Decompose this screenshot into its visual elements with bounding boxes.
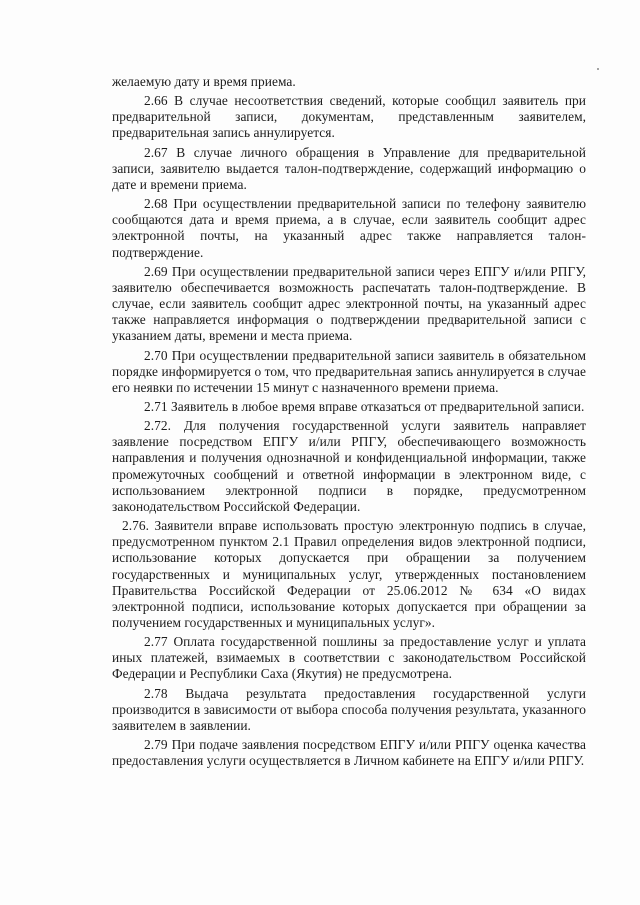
paragraph-2-76: 2.76. Заявители вправе использовать простую электронную подпись в случае, предусмотренном пунктом 2.1 Правил определения видов электронной подписи, использование которых допускается при обращении за получением государственных и муниципальных услуг, утвержденных постановлением Правительства Российской Федерации от 25.06.2012 № 634 «О видах электронной подписи, использование которых допускается при обращении за получением государственных и муниципальных услуг». [112, 518, 586, 630]
paragraph-continuation: желаемую дату и время приема. [112, 74, 296, 89]
paragraph-2-67: 2.67 В случае личного обращения в Управление для предварительной записи, заявителю выдается талон-подтверждение, содержащий информацию о дате и времени приема. [112, 144, 586, 192]
paragraph-2-69: 2.69 При осуществлении предварительной записи через ЕПГУ и/или РПГУ, заявителю обеспечивается возможность распечатать талон-подтверждение. В случае, если заявитель сообщит адрес электронной почты, на указанный адрес также направляется информация о подтверждении предварительной записи с указанием даты, времени и места приема. [112, 263, 586, 344]
paragraph-2-72: 2.72. Для получения государственной услуги заявитель направляет заявление посредством ЕПГУ и/или РПГУ, обеспечивающего возможность направления и получения однозначной и конфиденциальной информации, также промежуточных сообщений и ответной информации в электронном виде, с использованием электронной подписи в порядке, предусмотренном законодательством Российской Федерации. [112, 418, 586, 514]
scan-speck [597, 68, 599, 70]
paragraph-2-79: 2.79 При подаче заявления посредством ЕПГУ и/или РПГУ оценка качества предоставления услуги осуществляется в Личном кабинете на ЕПГУ и/или РПГУ. [112, 737, 586, 769]
paragraph-2-78: 2.78 Выдача результата предоставления государственной услуги производится в зависимости от выбора способа получения результата, указанного заявителем в заявлении. [112, 685, 586, 733]
paragraph-2-70: 2.70 При осуществлении предварительной записи заявитель в обязательном порядке информируется о том, что предварительная запись аннулируется в случае его неявки по истечении 15 минут с назначенного времени приема. [112, 347, 586, 395]
document-body [112, 74, 586, 772]
paragraph-2-77: 2.77 Оплата государственной пошлины за предоставление услуг и уплата иных платежей, взимаемых в соответствии с законодательством Российской Федерации и Республики Саха (Якутия) не предусмотрена. [112, 634, 586, 682]
paragraph-2-68: 2.68 При осуществлении предварительной записи по телефону заявителю сообщаются дата и время приема, а в случае, если заявитель сообщит адрес электронной почты, на указанный адрес также направляется талон-подтверждение. [112, 196, 586, 260]
paragraph-2-66: 2.66 В случае несоответствия сведений, которые сообщил заявитель при предварительной записи, документам, представленным заявителем, предварительная запись аннулируется. [112, 93, 586, 141]
paragraph-2-71: 2.71 Заявитель в любое время вправе отказаться от предварительной записи. [144, 398, 585, 414]
